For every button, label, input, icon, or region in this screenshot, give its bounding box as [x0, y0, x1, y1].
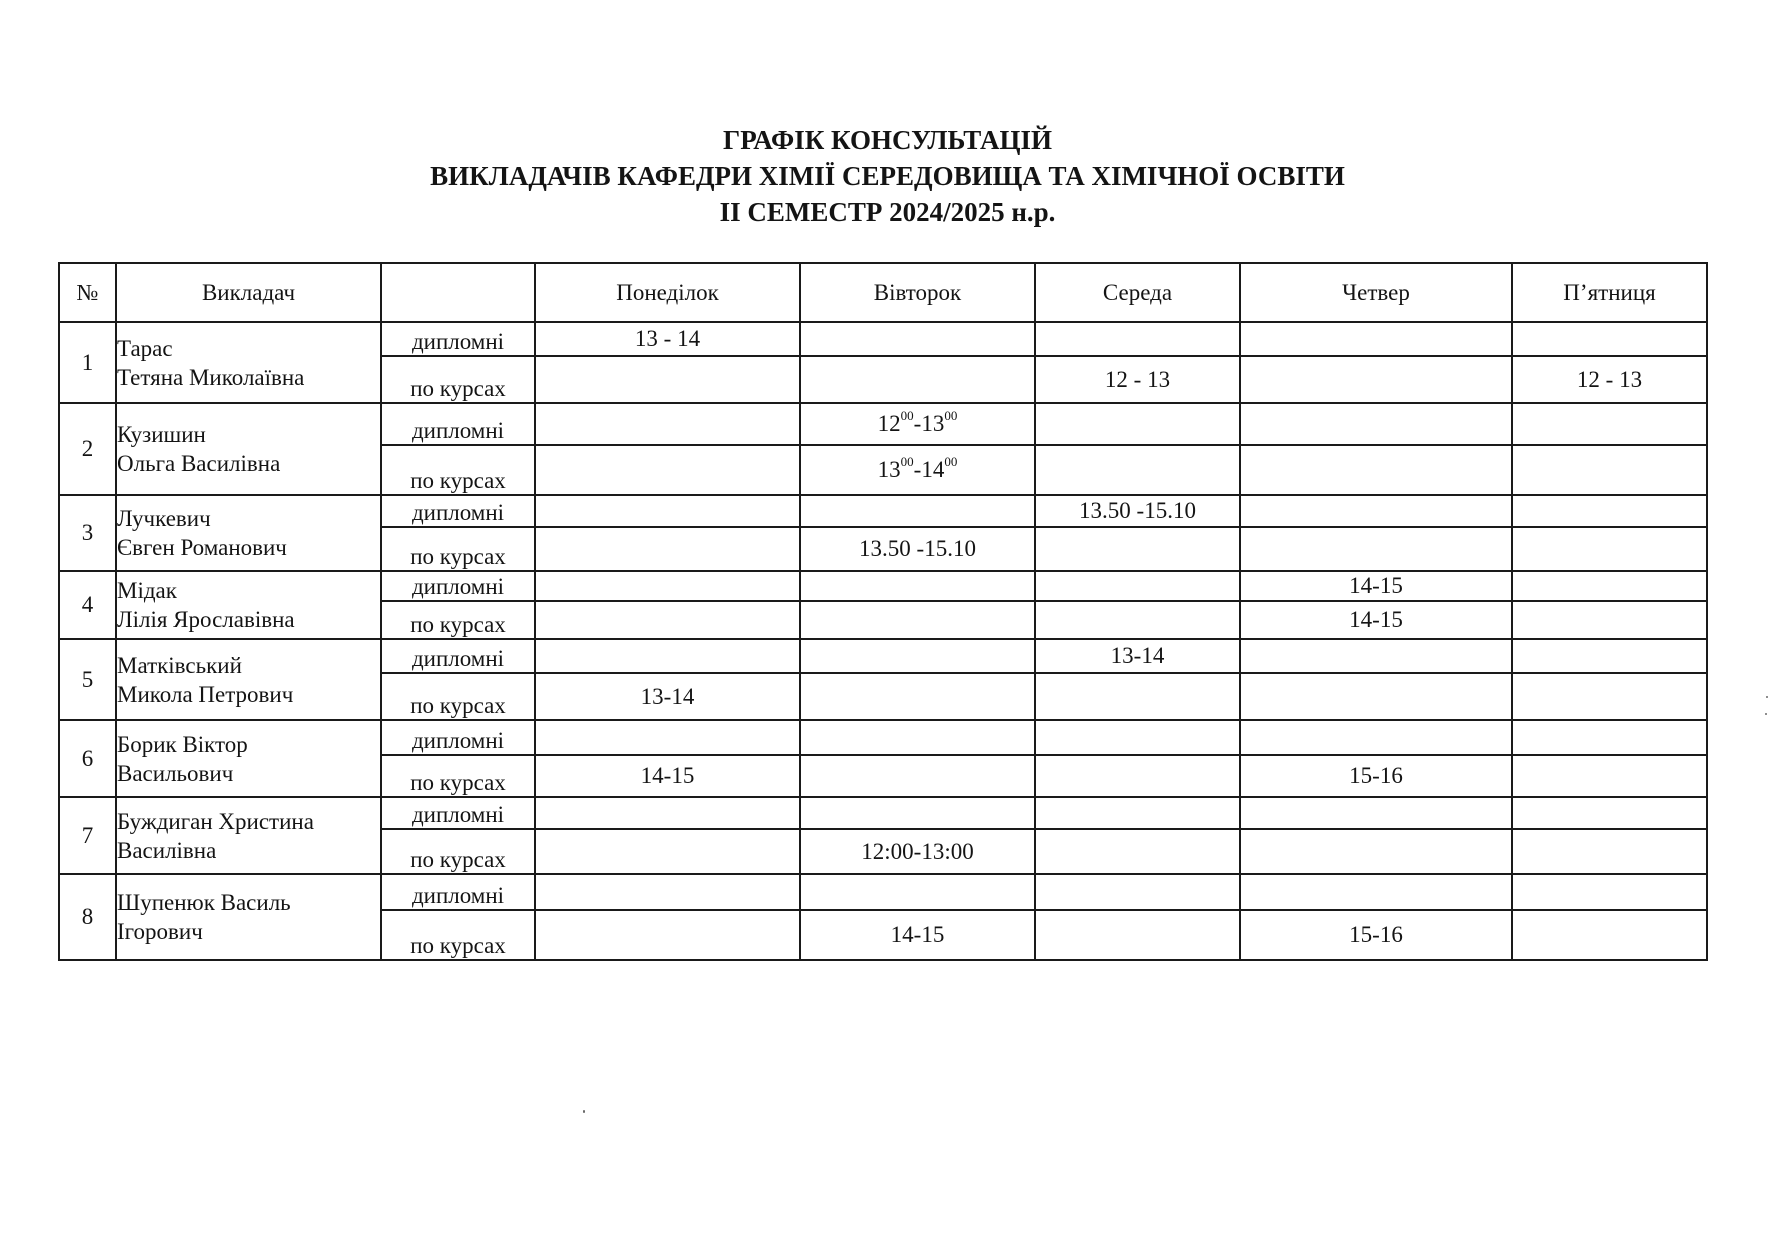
teacher-number: 1: [59, 322, 116, 403]
slot-monday: 14-15: [535, 755, 800, 797]
slot-thursday: [1240, 673, 1512, 720]
slot-tuesday: [800, 755, 1035, 797]
slot-wednesday: [1035, 527, 1240, 571]
teacher-number: 4: [59, 571, 116, 639]
slot-friday: [1512, 322, 1707, 356]
slot-thursday: [1240, 639, 1512, 673]
title-line-2: ВИКЛАДАЧІВ КАФЕДРИ ХІМІЇ СЕРЕДОВИЩА ТА ХІМІЧНОЇ ОСВІТИ: [430, 161, 1345, 191]
slot-monday: [535, 639, 800, 673]
teacher-row-2-diploma: [59, 403, 1707, 445]
consultation-type-label: дипломні: [381, 403, 535, 445]
slot-wednesday: [1035, 755, 1240, 797]
teacher-name-line-1: Мідак: [117, 578, 177, 603]
teacher-name: [116, 403, 381, 495]
consultation-type-label: по курсах: [381, 527, 535, 571]
consultation-type-label: дипломні: [381, 322, 535, 356]
slot-thursday: [1240, 829, 1512, 874]
slot-friday: [1512, 673, 1707, 720]
header-type: [381, 263, 535, 322]
teacher-name-line-1: Борик Віктор: [117, 731, 248, 757]
slot-thursday: [1240, 322, 1512, 356]
slot-tuesday: $12^{00}-13^{00}$: [800, 403, 1035, 445]
slot-friday: [1512, 720, 1707, 755]
slot-monday: [535, 527, 800, 571]
slot-friday: [1512, 755, 1707, 797]
consultation-type-label: по курсах: [381, 755, 535, 797]
slot-tuesday: [800, 673, 1035, 720]
teacher-number: 7: [59, 797, 116, 874]
teacher-name-line-2: Тетяна Миколаївна: [117, 364, 305, 390]
slot-thursday: [1240, 797, 1512, 829]
teacher-row-3-diploma: [59, 495, 1707, 527]
teacher-row-5-diploma: [59, 639, 1707, 673]
consultation-type-label: по курсах: [381, 910, 535, 960]
slot-wednesday: [1035, 910, 1240, 960]
slot-friday: [1512, 639, 1707, 673]
teacher-name-line-1: Матківський: [117, 652, 242, 678]
consultation-type-label: дипломні: [381, 797, 535, 829]
teacher-name-line-2: Лілія Ярославівна: [117, 607, 295, 632]
teacher-name: [116, 495, 381, 571]
teacher-name: [116, 639, 381, 720]
slot-tuesday: 14-15: [800, 910, 1035, 960]
teacher-name: [116, 322, 381, 403]
header-teacher: Викладач: [116, 263, 381, 322]
teacher-name-line-2: Євген Романович: [117, 535, 287, 560]
slot-thursday: [1240, 720, 1512, 755]
slot-thursday: [1240, 445, 1512, 495]
slot-wednesday: [1035, 601, 1240, 639]
slot-friday: [1512, 797, 1707, 829]
teacher-row-1-diploma: [59, 322, 1707, 356]
teacher-name-line-1: Кузишин: [117, 422, 206, 447]
scan-speck: [1765, 713, 1767, 715]
slot-tuesday: 13.50 -15.10: [800, 527, 1035, 571]
slot-tuesday: [800, 495, 1035, 527]
teacher-name: [116, 571, 381, 639]
slot-monday: 13-14: [535, 673, 800, 720]
teacher-number: 8: [59, 874, 116, 960]
slot-monday: [535, 601, 800, 639]
header-monday: Понеділок: [535, 263, 800, 322]
teacher-name-line-1: Буждиган Христина: [117, 808, 314, 834]
slot-thursday: 15-16: [1240, 910, 1512, 960]
teacher-row-6-diploma: [59, 720, 1707, 755]
slot-tuesday: [800, 720, 1035, 755]
header-wednesday: Середа: [1035, 263, 1240, 322]
slot-monday: [535, 874, 800, 910]
teacher-name-line-1: Лучкевич: [117, 506, 211, 531]
slot-wednesday: [1035, 673, 1240, 720]
slot-friday: [1512, 403, 1707, 445]
slot-thursday: 14-15: [1240, 601, 1512, 639]
slot-friday: [1512, 601, 1707, 639]
slot-friday: [1512, 910, 1707, 960]
slot-wednesday: 13.50 -15.10: [1035, 495, 1240, 527]
slot-wednesday: [1035, 403, 1240, 445]
slot-tuesday: [800, 322, 1035, 356]
slot-wednesday: [1035, 322, 1240, 356]
slot-thursday: [1240, 874, 1512, 910]
time-end-minutes: 00: [944, 408, 958, 424]
slot-monday: [535, 445, 800, 495]
consultation-type-label: дипломні: [381, 720, 535, 755]
slot-thursday: [1240, 527, 1512, 571]
teacher-name-line-1: Шупенюк Василь: [117, 890, 291, 915]
slot-thursday: [1240, 356, 1512, 403]
slot-monday: [535, 910, 800, 960]
time-start-minutes: 00: [900, 454, 914, 470]
consultation-type-label: по курсах: [381, 601, 535, 639]
slot-monday: [535, 356, 800, 403]
header-row: [59, 263, 1707, 322]
slot-tuesday: [800, 797, 1035, 829]
teacher-row-7-diploma: [59, 797, 1707, 829]
teacher-name-line-1: Тарас: [117, 335, 173, 361]
slot-wednesday: [1035, 720, 1240, 755]
time-start-minutes: 00: [900, 408, 914, 424]
schedule-body: [59, 322, 1707, 960]
teacher-row-8-diploma: [59, 874, 1707, 910]
time-start-hour: 13: [877, 457, 901, 482]
scan-speck: [1766, 696, 1768, 698]
header-thursday: Четвер: [1240, 263, 1512, 322]
teacher-number: 6: [59, 720, 116, 797]
teacher-number: 2: [59, 403, 116, 495]
slot-tuesday: [800, 571, 1035, 601]
slot-wednesday: [1035, 445, 1240, 495]
header-friday: П’ятниця: [1512, 263, 1707, 322]
teacher-number: 5: [59, 639, 116, 720]
header-number: №: [59, 263, 116, 322]
slot-monday: [535, 797, 800, 829]
teacher-name-line-2: Васильович: [117, 760, 234, 786]
teacher-name-line-2: Микола Петрович: [117, 681, 294, 707]
slot-monday: [535, 571, 800, 601]
slot-thursday: [1240, 403, 1512, 445]
slot-wednesday: [1035, 829, 1240, 874]
document-title: [0, 122, 1775, 230]
consultation-type-label: дипломні: [381, 571, 535, 601]
title-line-1: ГРАФІК КОНСУЛЬТАЦІЙ: [723, 125, 1052, 155]
slot-friday: [1512, 829, 1707, 874]
slot-friday: [1512, 445, 1707, 495]
teacher-number: 3: [59, 495, 116, 571]
slot-friday: [1512, 874, 1707, 910]
teacher-name-line-2: Василівна: [117, 837, 217, 863]
slot-tuesday: $13^{00}-14^{00}$: [800, 445, 1035, 495]
time-end-hour: 13: [921, 411, 945, 436]
title-line-3: ІІ СЕМЕСТР 2024/2025 н.р.: [719, 197, 1056, 227]
consultation-type-label: дипломні: [381, 639, 535, 673]
consultation-type-label: дипломні: [381, 874, 535, 910]
slot-monday: [535, 720, 800, 755]
scan-speck: [583, 1110, 585, 1113]
slot-tuesday: [800, 874, 1035, 910]
slot-wednesday: [1035, 571, 1240, 601]
teacher-name-line-2: Ольга Василівна: [117, 451, 281, 476]
slot-monday: 13 - 14: [535, 322, 800, 356]
slot-wednesday: [1035, 797, 1240, 829]
teacher-name: [116, 874, 381, 960]
time-end-hour: 14: [921, 457, 945, 482]
teacher-name-line-2: Ігорович: [117, 919, 203, 944]
slot-friday: [1512, 527, 1707, 571]
slot-wednesday: 13-14: [1035, 639, 1240, 673]
slot-tuesday: [800, 601, 1035, 639]
teacher-name: [116, 797, 381, 874]
slot-thursday: [1240, 495, 1512, 527]
slot-wednesday: 12 - 13: [1035, 356, 1240, 403]
slot-friday: [1512, 571, 1707, 601]
consultation-type-label: по курсах: [381, 356, 535, 403]
header-tuesday: Вівторок: [800, 263, 1035, 322]
slot-friday: [1512, 495, 1707, 527]
consultation-type-label: по курсах: [381, 829, 535, 874]
slot-monday: [535, 403, 800, 445]
consultation-schedule-table: [58, 262, 1708, 961]
slot-thursday: 14-15: [1240, 571, 1512, 601]
consultation-type-label: по курсах: [381, 673, 535, 720]
time-start-hour: 12: [877, 411, 901, 436]
slot-tuesday: [800, 356, 1035, 403]
slot-monday: [535, 829, 800, 874]
teacher-name: [116, 720, 381, 797]
slot-wednesday: [1035, 874, 1240, 910]
slot-tuesday: [800, 639, 1035, 673]
consultation-type-label: дипломні: [381, 495, 535, 527]
slot-monday: [535, 495, 800, 527]
teacher-row-4-diploma: [59, 571, 1707, 601]
slot-thursday: 15-16: [1240, 755, 1512, 797]
consultation-type-label: по курсах: [381, 445, 535, 495]
slot-friday: 12 - 13: [1512, 356, 1707, 403]
time-end-minutes: 00: [944, 454, 958, 470]
slot-tuesday: 12:00-13:00: [800, 829, 1035, 874]
